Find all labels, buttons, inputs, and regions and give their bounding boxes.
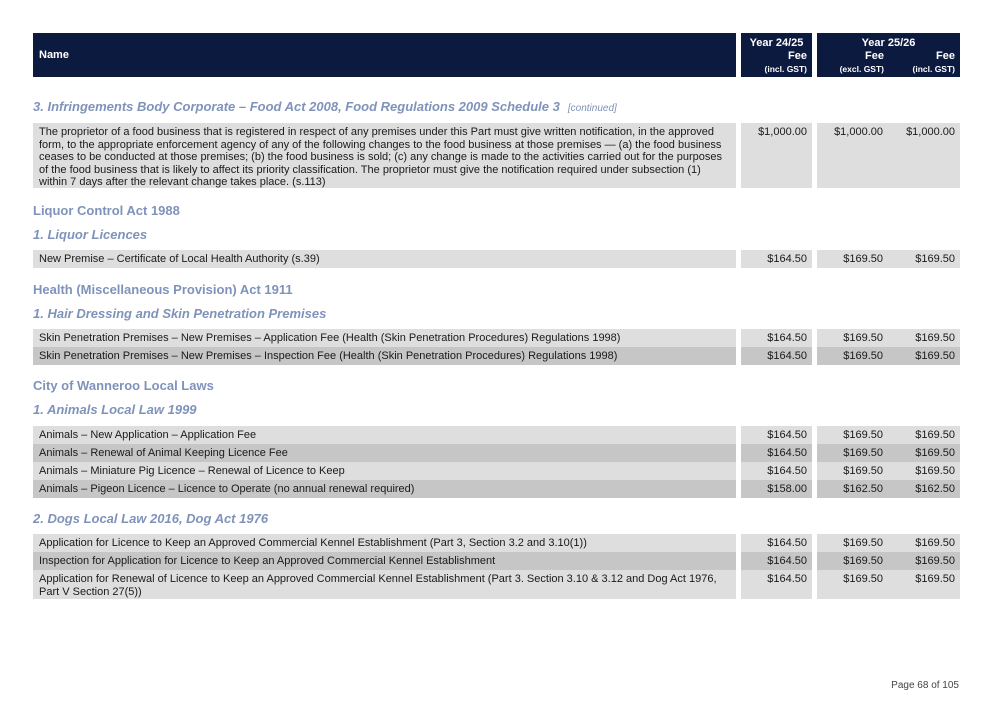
table-row <box>33 570 960 599</box>
subsection-heading-animals: 1. Animals Local Law 1999 <box>33 402 197 417</box>
table-row <box>33 347 960 365</box>
subsection-heading-hair-skin: 1. Hair Dressing and Skin Penetration Premises <box>33 306 327 321</box>
row-fee-incl-2526: $169.50 <box>915 537 955 549</box>
row-fee-excl-2526: $169.50 <box>843 465 883 477</box>
table-row <box>33 534 960 552</box>
row-fee-incl-2425: $164.50 <box>741 444 812 462</box>
row-fee-incl-2425: $164.50 <box>741 570 812 599</box>
subsection-heading-dogs: 2. Dogs Local Law 2016, Dog Act 1976 <box>33 511 269 526</box>
row-fee-incl-2425: $1,000.00 <box>741 123 812 188</box>
row-fee-incl-2425: $164.50 <box>741 552 812 570</box>
row-fee-incl-2526: $169.50 <box>915 555 955 567</box>
row-fee-incl-2526: $169.50 <box>915 332 955 344</box>
row-fee-incl-2425: $164.50 <box>741 426 812 444</box>
row-name: Application for Renewal of Licence to Keep an Approved Commercial Kennel Establishment (Part 3. Section 3.10 & 3.12 and Dog Act 1976, Part V Section 27(5)) <box>33 570 736 599</box>
row-fee-excl-2526: $169.50 <box>843 555 883 567</box>
row-name: Application for Licence to Keep an Approved Commercial Kennel Establishment (Part 3, Section 3.2 and 3.10(1)) <box>33 534 736 552</box>
table-row <box>33 444 960 462</box>
row-name: Animals – Miniature Pig Licence – Renewal of Licence to Keep <box>33 462 736 480</box>
row-fee-excl-2526: $169.50 <box>843 573 883 585</box>
section-heading-infringements <box>33 99 617 114</box>
row-name: The proprietor of a food business that is registered in respect of any premises under this Part must give written notification, in the approved form, to the appropriate enforcement agency of any of the following changes to the food business at those premises — (a) the food business ceases to be conducted at those premises; (b) the food business is sold; (c) any change is made to the activities carried out for the purposes of the food business that is likely to affect its priority classification. The proprietor must give the notification required under subsection (1) within 7 days after the relevant change takes place. (s.113) <box>33 123 736 188</box>
row-fee-excl-2526: $162.50 <box>843 483 883 495</box>
header-year-25-26 <box>817 33 960 77</box>
row-fee-incl-2526: $169.50 <box>915 573 955 585</box>
row-name: Skin Penetration Premises – New Premises – Inspection Fee (Health (Skin Penetration Procedures) Regulations 1998) <box>33 347 736 365</box>
row-fee-incl-2425: $164.50 <box>741 462 812 480</box>
row-fee-incl-2526: $169.50 <box>915 465 955 477</box>
table-row <box>33 462 960 480</box>
row-fee-incl-2526: $169.50 <box>915 253 955 265</box>
row-fee-excl-2526: $1,000.00 <box>834 126 883 138</box>
row-name: Animals – Pigeon Licence – Licence to Operate (no annual renewal required) <box>33 480 736 498</box>
row-fee-incl-2425: $164.50 <box>741 534 812 552</box>
header-year1-label: Year 24/25 <box>749 37 804 49</box>
table-row <box>33 329 960 347</box>
row-fee-excl-2526: $169.50 <box>843 537 883 549</box>
header-name: Name <box>33 33 736 77</box>
row-fee-excl-2526: $169.50 <box>843 332 883 344</box>
row-fee-excl-2526: $169.50 <box>843 350 883 362</box>
row-fee-excl-2526: $169.50 <box>843 429 883 441</box>
row-fee-incl-2425: $164.50 <box>741 347 812 365</box>
row-fee-incl-2526: $169.50 <box>915 429 955 441</box>
table-row <box>33 123 960 188</box>
row-fee-incl-2526: $169.50 <box>915 447 955 459</box>
header-year2-label: Year 25/26 <box>861 37 916 49</box>
table-row <box>33 250 960 268</box>
section-heading-local-laws: City of Wanneroo Local Laws <box>33 378 214 393</box>
table-row <box>33 426 960 444</box>
continued-label: [continued] <box>567 103 617 114</box>
header-incl-label: (incl. GST) <box>764 64 807 74</box>
header-incl-label: (incl. GST) <box>912 64 955 74</box>
row-name: Animals – New Application – Application Fee <box>33 426 736 444</box>
section-heading-liquor: Liquor Control Act 1988 <box>33 203 180 218</box>
row-name: New Premise – Certificate of Local Health Authority (s.39) <box>33 250 736 268</box>
row-name: Inspection for Application for Licence to Keep an Approved Commercial Kennel Establishment <box>33 552 736 570</box>
fee-schedule-page <box>33 33 960 598</box>
row-fee-incl-2526: $169.50 <box>915 350 955 362</box>
table-header <box>33 33 960 77</box>
table-row <box>33 552 960 570</box>
section-heading-health: Health (Miscellaneous Provision) Act 1911 <box>33 282 293 297</box>
row-name: Animals – Renewal of Animal Keeping Licence Fee <box>33 444 736 462</box>
row-name: Skin Penetration Premises – New Premises – Application Fee (Health (Skin Penetration Procedures) Regulations 1998) <box>33 329 736 347</box>
table-row <box>33 480 960 498</box>
row-fee-incl-2526: $162.50 <box>915 483 955 495</box>
page-number: Page 68 of 105 <box>891 680 959 691</box>
header-year-24-25 <box>741 33 812 77</box>
header-fee-label: Fee <box>936 50 955 62</box>
row-fee-incl-2425: $164.50 <box>741 250 812 268</box>
row-fee-excl-2526: $169.50 <box>843 253 883 265</box>
header-fee-label: Fee <box>865 50 884 62</box>
subsection-heading-liquor-licences: 1. Liquor Licences <box>33 227 148 242</box>
row-fee-excl-2526: $169.50 <box>843 447 883 459</box>
row-fee-incl-2425: $164.50 <box>741 329 812 347</box>
header-excl-label: (excl. GST) <box>839 64 884 74</box>
section-title: 3. Infringements Body Corporate – Food Act 2008, Food Regulations 2009 Schedule 3 <box>33 99 560 114</box>
row-fee-incl-2526: $1,000.00 <box>906 126 955 138</box>
row-fee-incl-2425: $158.00 <box>741 480 812 498</box>
header-fee-label: Fee <box>788 50 807 62</box>
